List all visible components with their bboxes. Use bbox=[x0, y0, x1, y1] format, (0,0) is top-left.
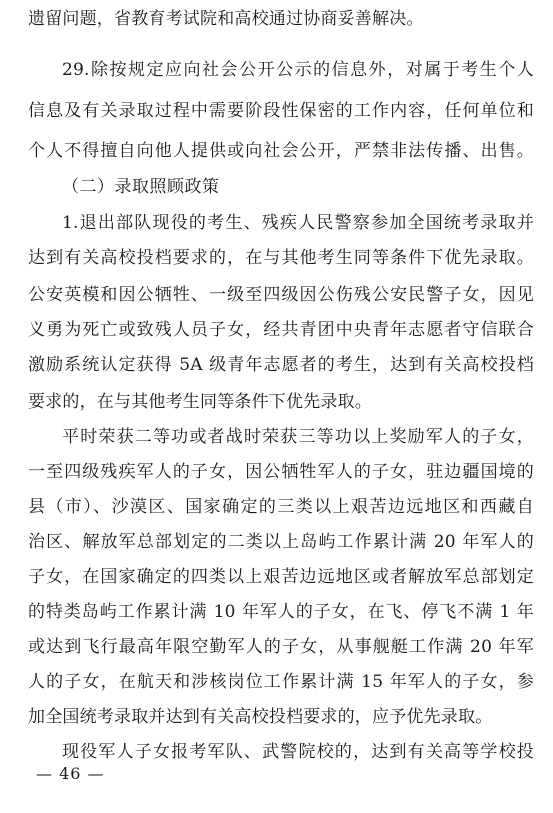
text-line: 治区、解放军总部划定的二类以上岛屿工作累计满 20 年军人的 bbox=[28, 532, 534, 552]
text-line: 或达到飞行最高年限空勤军人的子女，从事舰艇工作满 20 年军 bbox=[28, 637, 534, 657]
text-line: 信息及有关录取过程中需要阶段性保密的工作内容，任何单位和 bbox=[28, 101, 534, 121]
page-number: — 46 — bbox=[36, 764, 105, 783]
text-line: 激励系统认定获得 5A 级青年志愿者的考生，达到有关高校投档 bbox=[28, 355, 534, 375]
text-line: 现役军人子女报考军队、武警院校的，达到有关高等学校投 bbox=[62, 742, 534, 762]
text-line: 子女，在国家确定的四类以上艰苦边远地区或者解放军总部划定 bbox=[28, 567, 534, 587]
text-line: 县（市）、沙漠区、国家确定的三类以上艰苦边远地区和西藏自 bbox=[28, 497, 534, 517]
text-line: 的特类岛屿工作累计满 10 年军人的子女，在飞、停飞不满 1 年 bbox=[28, 602, 534, 622]
text-line: 义勇为死亡或致残人员子女，经共青团中央青年志愿者守信联合 bbox=[28, 320, 534, 340]
text-line: 要求的，在与其他考生同等条件下优先录取。 bbox=[28, 392, 372, 412]
text-line: 加全国统考录取并达到有关高校投档要求的，应予优先录取。 bbox=[28, 707, 493, 727]
text-line: 遗留问题，省教育考试院和高校通过协商妥善解决。 bbox=[28, 9, 424, 29]
text-line: 达到有关高校投档要求的，在与其他考生同等条件下优先录取。 bbox=[28, 248, 534, 268]
text-line: 个人不得擅自向他人提供或向社会公开，严禁非法传播、出售。 bbox=[28, 141, 534, 161]
text-line: 1.退出部队现役的考生、残疾人民警察参加全国统考录取并 bbox=[62, 213, 534, 233]
text-line: 公安英模和因公牺牲、一级至四级因公伤残公安民警子女，因见 bbox=[28, 285, 534, 305]
text-line: 一至四级残疾军人的子女，因公牺牲军人的子女，驻边疆国境的 bbox=[28, 462, 534, 482]
text-line: 平时荣获二等功或者战时荣获三等功以上奖励军人的子女， bbox=[62, 427, 534, 447]
text-line: 人的子女，在航天和涉核岗位工作累计满 15 年军人的子女，参 bbox=[28, 672, 534, 692]
section-heading: （二）录取照顾政策 bbox=[62, 177, 220, 197]
text-line: 29.除按规定应向社会公开公示的信息外，对属于考生个人 bbox=[62, 60, 534, 80]
